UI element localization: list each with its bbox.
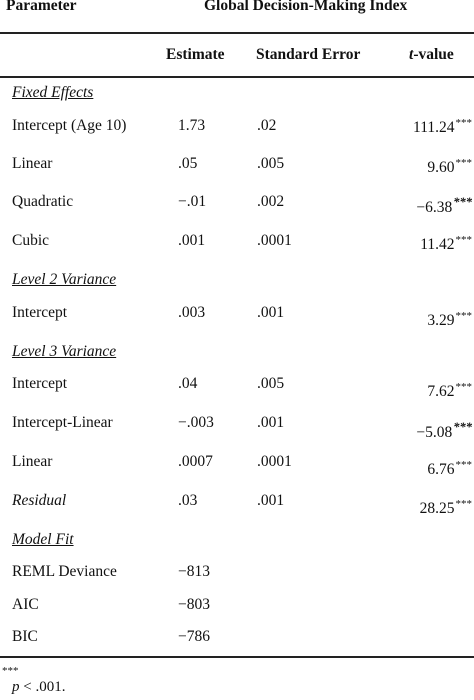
t-value-cell: [420, 234, 472, 254]
significance-marker: ***: [455, 381, 472, 393]
significance-marker: ***: [455, 498, 472, 510]
significance-marker: ***: [455, 234, 472, 246]
t-value-number: 28.25: [419, 500, 455, 517]
row-label: Residual: [12, 492, 67, 509]
t-value-suffix: -value: [413, 46, 454, 63]
p-symbol: p: [12, 679, 20, 695]
header-rule: [0, 32, 474, 34]
row-label: Linear: [12, 155, 53, 172]
t-value-cell: [427, 459, 472, 479]
estimate-cell: −.003: [178, 414, 214, 431]
row-label: REML Deviance: [12, 563, 117, 580]
row-label: Quadratic: [12, 193, 74, 210]
estimate-cell: .03: [178, 492, 198, 509]
t-value-cell: [416, 420, 472, 442]
row-label: Intercept: [12, 375, 68, 392]
significance-marker: ***: [453, 420, 472, 434]
estimate-cell: .04: [178, 375, 198, 392]
t-value-number: 11.42: [420, 236, 455, 253]
significance-marker: ***: [455, 459, 472, 471]
row-label: Intercept: [12, 304, 68, 321]
estimate-cell: .003: [178, 304, 206, 321]
t-value-number: 9.60: [427, 159, 455, 176]
t-value-cell: [427, 381, 472, 401]
t-value-number: −6.38: [416, 199, 453, 216]
row-label: Intercept (Age 10): [12, 117, 127, 134]
row-label: BIC: [12, 628, 38, 645]
t-value-cell: [427, 157, 472, 177]
significance-marker: ***: [453, 195, 472, 209]
estimate-cell: −.01: [178, 193, 207, 210]
estimate-cell: −813: [178, 563, 210, 580]
t-value-number: −5.08: [416, 424, 453, 441]
standard-error-cell: .005: [257, 155, 285, 172]
standard-error-cell: .001: [257, 304, 285, 321]
row-label: Cubic: [12, 232, 50, 249]
standard-error-cell: .005: [257, 375, 285, 392]
t-value-number: 7.62: [427, 383, 455, 400]
section-heading: Level 2 Variance: [12, 271, 117, 288]
t-value-number: 111.24: [413, 119, 455, 136]
footnote-threshold: < .001.: [19, 679, 66, 695]
row-label: Linear: [12, 453, 53, 470]
standard-error-cell: .02: [257, 117, 277, 134]
t-value-column-header: [409, 46, 454, 64]
t-value-number: 3.29: [427, 312, 455, 329]
significance-marker: ***: [455, 310, 472, 322]
subheader-rule: [0, 76, 474, 78]
parameter-column-header: Parameter: [6, 0, 77, 14]
footnote-text: [12, 679, 65, 696]
standard-error-column-header: Standard Error: [256, 46, 361, 63]
section-heading: Model Fit: [12, 531, 74, 548]
standard-error-cell: .001: [257, 492, 285, 509]
bottom-rule: [0, 656, 474, 658]
footnote-marker: ***: [2, 665, 19, 677]
estimate-cell: .0007: [178, 453, 213, 470]
estimate-cell: −786: [178, 628, 210, 645]
row-label: AIC: [12, 596, 39, 613]
standard-error-cell: .0001: [257, 453, 292, 470]
standard-error-cell: .0001: [257, 232, 292, 249]
t-value-cell: [413, 117, 472, 137]
significance-marker: ***: [455, 117, 472, 129]
t-symbol: t: [409, 46, 414, 63]
section-heading: Level 3 Variance: [12, 343, 117, 360]
row-label: Intercept-Linear: [12, 414, 113, 431]
standard-error-cell: .001: [257, 414, 285, 431]
section-heading: Fixed Effects: [12, 84, 94, 101]
estimate-cell: 1.73: [178, 117, 206, 134]
t-value-cell: [420, 498, 472, 518]
significance-marker: ***: [455, 157, 472, 169]
t-value-cell: [427, 310, 472, 330]
estimate-cell: −803: [178, 596, 210, 613]
t-value-cell: [416, 195, 472, 217]
estimate-column-header: Estimate: [166, 46, 225, 63]
estimate-cell: .001: [178, 232, 206, 249]
group-header: Global Decision-Making Index: [204, 0, 408, 14]
standard-error-cell: .002: [257, 193, 285, 210]
t-value-number: 6.76: [427, 461, 455, 478]
estimate-cell: .05: [178, 155, 198, 172]
